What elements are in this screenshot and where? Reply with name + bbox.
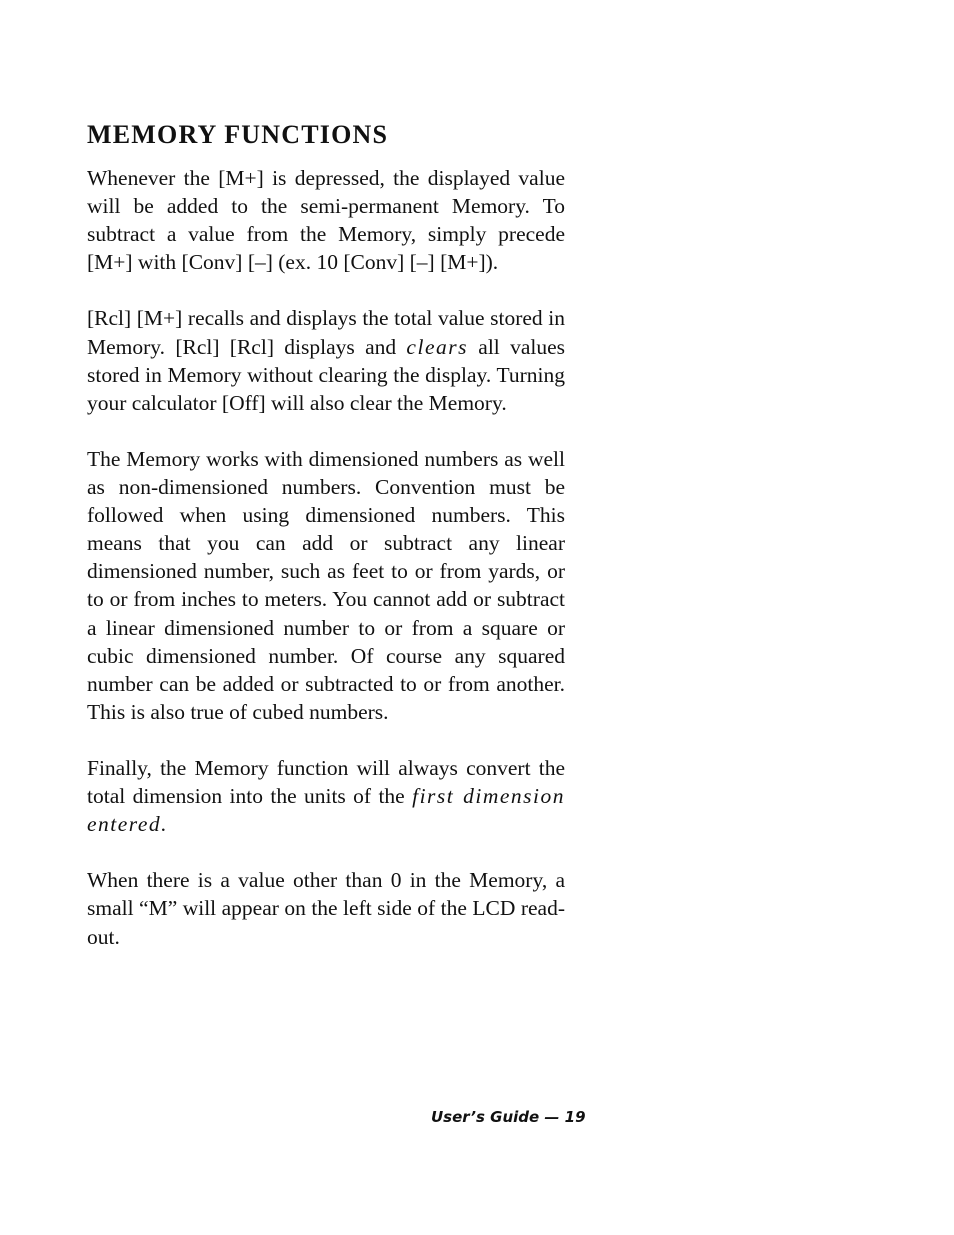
convert-text-start: Finally, the Memory function will always convert the total dimension into the units of the — [87, 755, 565, 809]
convert-emphasis: first dimension entered. — [87, 784, 565, 837]
paragraph-indicator: When there is a value other than 0 in the Memory, a small “M” will appear on the left side of the LCD read-out. — [87, 868, 565, 949]
paragraph-dimensioned: The Memory works with dimensioned numbers as well as non-dimensioned numbers. Convention must be followed when using dimensioned numbers. This means that you can add or subtract any linear dimensioned number, such as feet to or from yards, or to or from inches to meters. You cannot add or subtract a linear dimensioned number to or from a square or cubic dimensioned number. Of course any squared number can be added or subtracted to or from another. This is also true of cubed numbers. — [87, 446, 565, 724]
recall-text-end: all values stored in Memory without clearing the display. Turning your calculator [Off] will also clear the Memory. — [87, 334, 565, 415]
paragraph-memory-add: Whenever the [M+] is depressed, the displayed value will be added to the semi-permanent Memory. To subtract a value from the Memory, simply precede [M+] with [Conv] [–] (ex. 10 [Conv] [–] [M+]). — [87, 166, 565, 275]
recall-text-start: [Rcl] [M+] recalls and displays the total value stored in Memory. [Rcl] [Rcl] displays and — [87, 306, 565, 359]
page-footer: User’s Guide — 19 — [431, 1108, 586, 1126]
recall-emphasis: clears — [406, 334, 468, 359]
paragraph-convert — [87, 754, 565, 838]
section-heading: MEMORY FUNCTIONS — [87, 120, 389, 149]
body-text — [87, 164, 565, 951]
paragraph-recall — [87, 304, 565, 416]
